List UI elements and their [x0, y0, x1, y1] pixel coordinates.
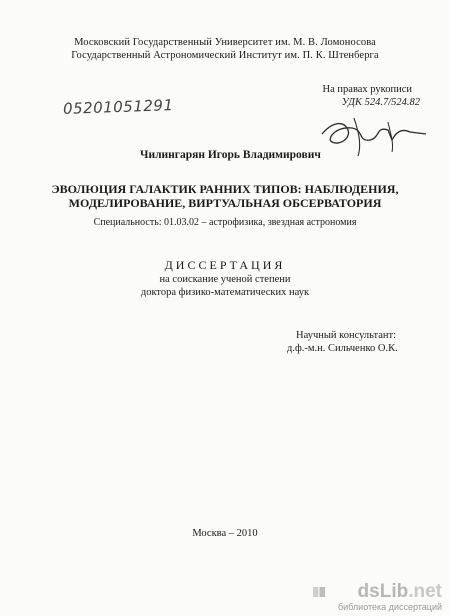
watermark-tld: .net	[408, 581, 442, 602]
watermark-brand: dsLib	[357, 581, 409, 602]
book-icon	[312, 585, 326, 599]
degree-line-2: доктора физико-математических наук	[140, 287, 310, 298]
signature-icon	[318, 112, 438, 162]
manuscript-label: На правах рукописи	[322, 84, 412, 95]
registration-number: 05201051291	[62, 96, 174, 118]
thesis-title-line-2: МОДЕЛИРОВАНИЕ, ВИРТУАЛЬНАЯ ОБСЕРВАТОРИЯ	[68, 196, 382, 210]
advisor-label: Научный консультант:	[296, 330, 397, 341]
specialty-line: Специальность: 01.03.02 – астрофизика, звездная астрономия	[93, 217, 357, 228]
watermark-tagline: библиотека диссертаций	[337, 602, 442, 612]
thesis-title-line-1: ЭВОЛЮЦИЯ ГАЛАКТИК РАННИХ ТИПОВ: НАБЛЮДЕНИЯ,	[51, 182, 399, 196]
watermark	[338, 582, 442, 612]
degree-line-1: на соискание ученой степени	[159, 274, 291, 285]
place-year: Москва – 2010	[192, 528, 258, 539]
university-line: Московский Государственный Университет им. М. В. Ломоносова	[74, 37, 376, 48]
dissertation-heading: ДИССЕРТАЦИЯ	[164, 258, 286, 272]
advisor-name: д.ф.-м.н. Сильченко О.К.	[287, 343, 398, 354]
watermark-logo	[338, 582, 442, 602]
author-name: Чилингарян Игорь Владимирович	[140, 149, 321, 161]
udk-code: УДК 524.7/524.82	[341, 97, 420, 108]
institute-line: Государственный Астрономический Институт им. П. К. Штенберга	[71, 50, 379, 61]
